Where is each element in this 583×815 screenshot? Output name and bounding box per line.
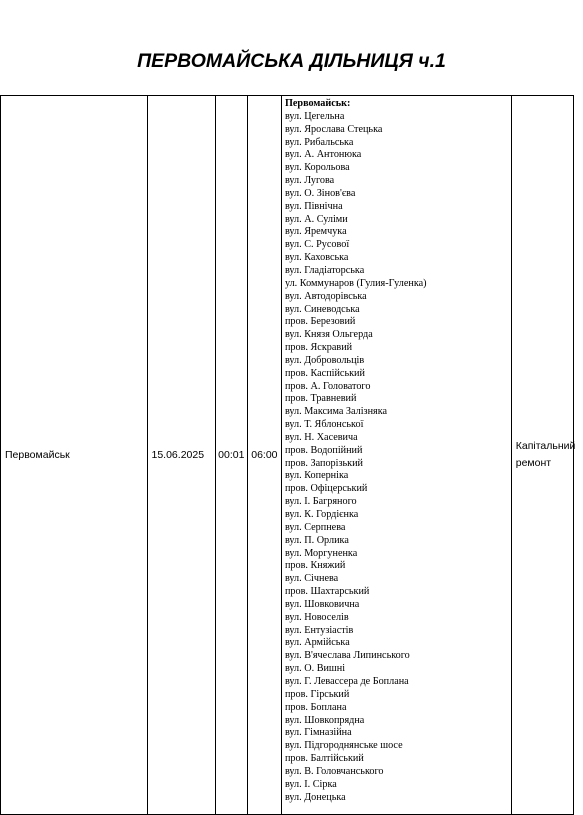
time-from-cell: 00:01 (215, 96, 247, 815)
street-item: вул. О. Вишні (284, 663, 346, 675)
page-title: ПЕРВОМАЙСЬКА ДІЛЬНИЦЯ ч.1 (137, 50, 446, 72)
street-item: вул. Г. Левассера де Боплана (284, 675, 409, 687)
work-type-cell: Капітальний ремонт (511, 96, 573, 815)
street-item: вул. Синеводська (284, 303, 360, 315)
locality-cell: Первомайськ (1, 96, 148, 815)
street-item: вул. А. Суліми (284, 213, 348, 225)
street-item: вул. Шовковична (284, 598, 360, 610)
street-item: вул. О. Зінов'єва (284, 187, 356, 199)
street-item: пров. А. Головатого (284, 380, 371, 392)
street-item: вул. Цегельна (284, 110, 345, 122)
street-item: вул. Лугова (284, 175, 335, 187)
street-item: вул. Рибальська (284, 136, 354, 148)
street-item: вул. Підгороднянське шосе (284, 740, 403, 752)
street-item: вул. Північна (284, 200, 343, 212)
street-item: вул. І. Багряного (284, 496, 357, 508)
street-item: вул. Т. Яблонської (284, 419, 364, 431)
streets-cell (281, 96, 511, 815)
street-item: вул. Новоселів (284, 611, 349, 623)
street-item: вул. Січнева (284, 573, 339, 585)
street-item: пров. Водопійний (284, 444, 363, 456)
street-item: вул. Н. Хасевича (284, 431, 358, 443)
street-item: вул. Гладіаторська (284, 264, 365, 276)
street-item: вул. П. Орлика (284, 534, 349, 546)
street-item: пров. Боплана (284, 701, 347, 713)
street-item: вул. Яремчука (284, 226, 347, 238)
street-item: вул. Каховська (284, 252, 349, 264)
street-item: пров. Гірський (284, 688, 350, 700)
street-item: вул. В'ячеслава Липинського (284, 650, 410, 662)
street-item: вул. Моргуненка (284, 547, 358, 559)
street-item: пров. Каспійський (284, 367, 365, 379)
table-row (1, 96, 574, 815)
street-item: пров. Запорізький (284, 457, 363, 469)
street-item: вул. Шовкопрядна (284, 714, 365, 726)
street-item: вул. Ентузіастів (284, 624, 354, 636)
street-item: вул. Гімназійна (284, 727, 352, 739)
street-item: вул. Армійська (284, 637, 350, 649)
street-item: вул. Князя Ольгерда (284, 329, 373, 341)
time-to-cell: 06:00 (247, 96, 281, 815)
street-item: вул. Корольова (284, 162, 350, 174)
street-item: вул. Серпнева (284, 521, 346, 533)
street-lines (285, 111, 511, 805)
street-item: вул. В. Головчанського (284, 765, 384, 777)
street-item: вул. Коперніка (284, 470, 349, 482)
street-item: пров. Березовий (284, 316, 356, 328)
street-item: вул. С. Русової (284, 239, 350, 251)
street-item: пров. Балтійський (284, 753, 364, 765)
street-list-heading: Первомайськ: (284, 98, 351, 109)
outage-table (0, 95, 574, 815)
street-item: вул. Максима Залізняка (284, 406, 388, 418)
street-item: пров. Княжий (284, 560, 346, 572)
street-item: ул. Коммунаров (Гулия-Гуленка) (284, 277, 427, 289)
street-item: пров. Травневий (284, 393, 357, 405)
street-item: пров. Шахтарський (284, 586, 370, 598)
street-item: вул. К. Гордієнка (284, 509, 359, 520)
street-list (285, 98, 511, 804)
street-item: вул. Донецька (284, 791, 346, 803)
street-item: пров. Офіцерський (284, 483, 368, 495)
street-item: вул. Автодорівська (284, 290, 367, 302)
street-item: вул. І. Сірка (284, 778, 337, 790)
street-item: вул. Добровольців (284, 354, 365, 366)
street-item: вул. Ярослава Стецька (284, 123, 383, 135)
date-cell: 15.06.2025 (147, 96, 215, 815)
street-item: пров. Яскравий (284, 342, 353, 354)
street-item: вул. А. Антонюка (284, 149, 362, 161)
